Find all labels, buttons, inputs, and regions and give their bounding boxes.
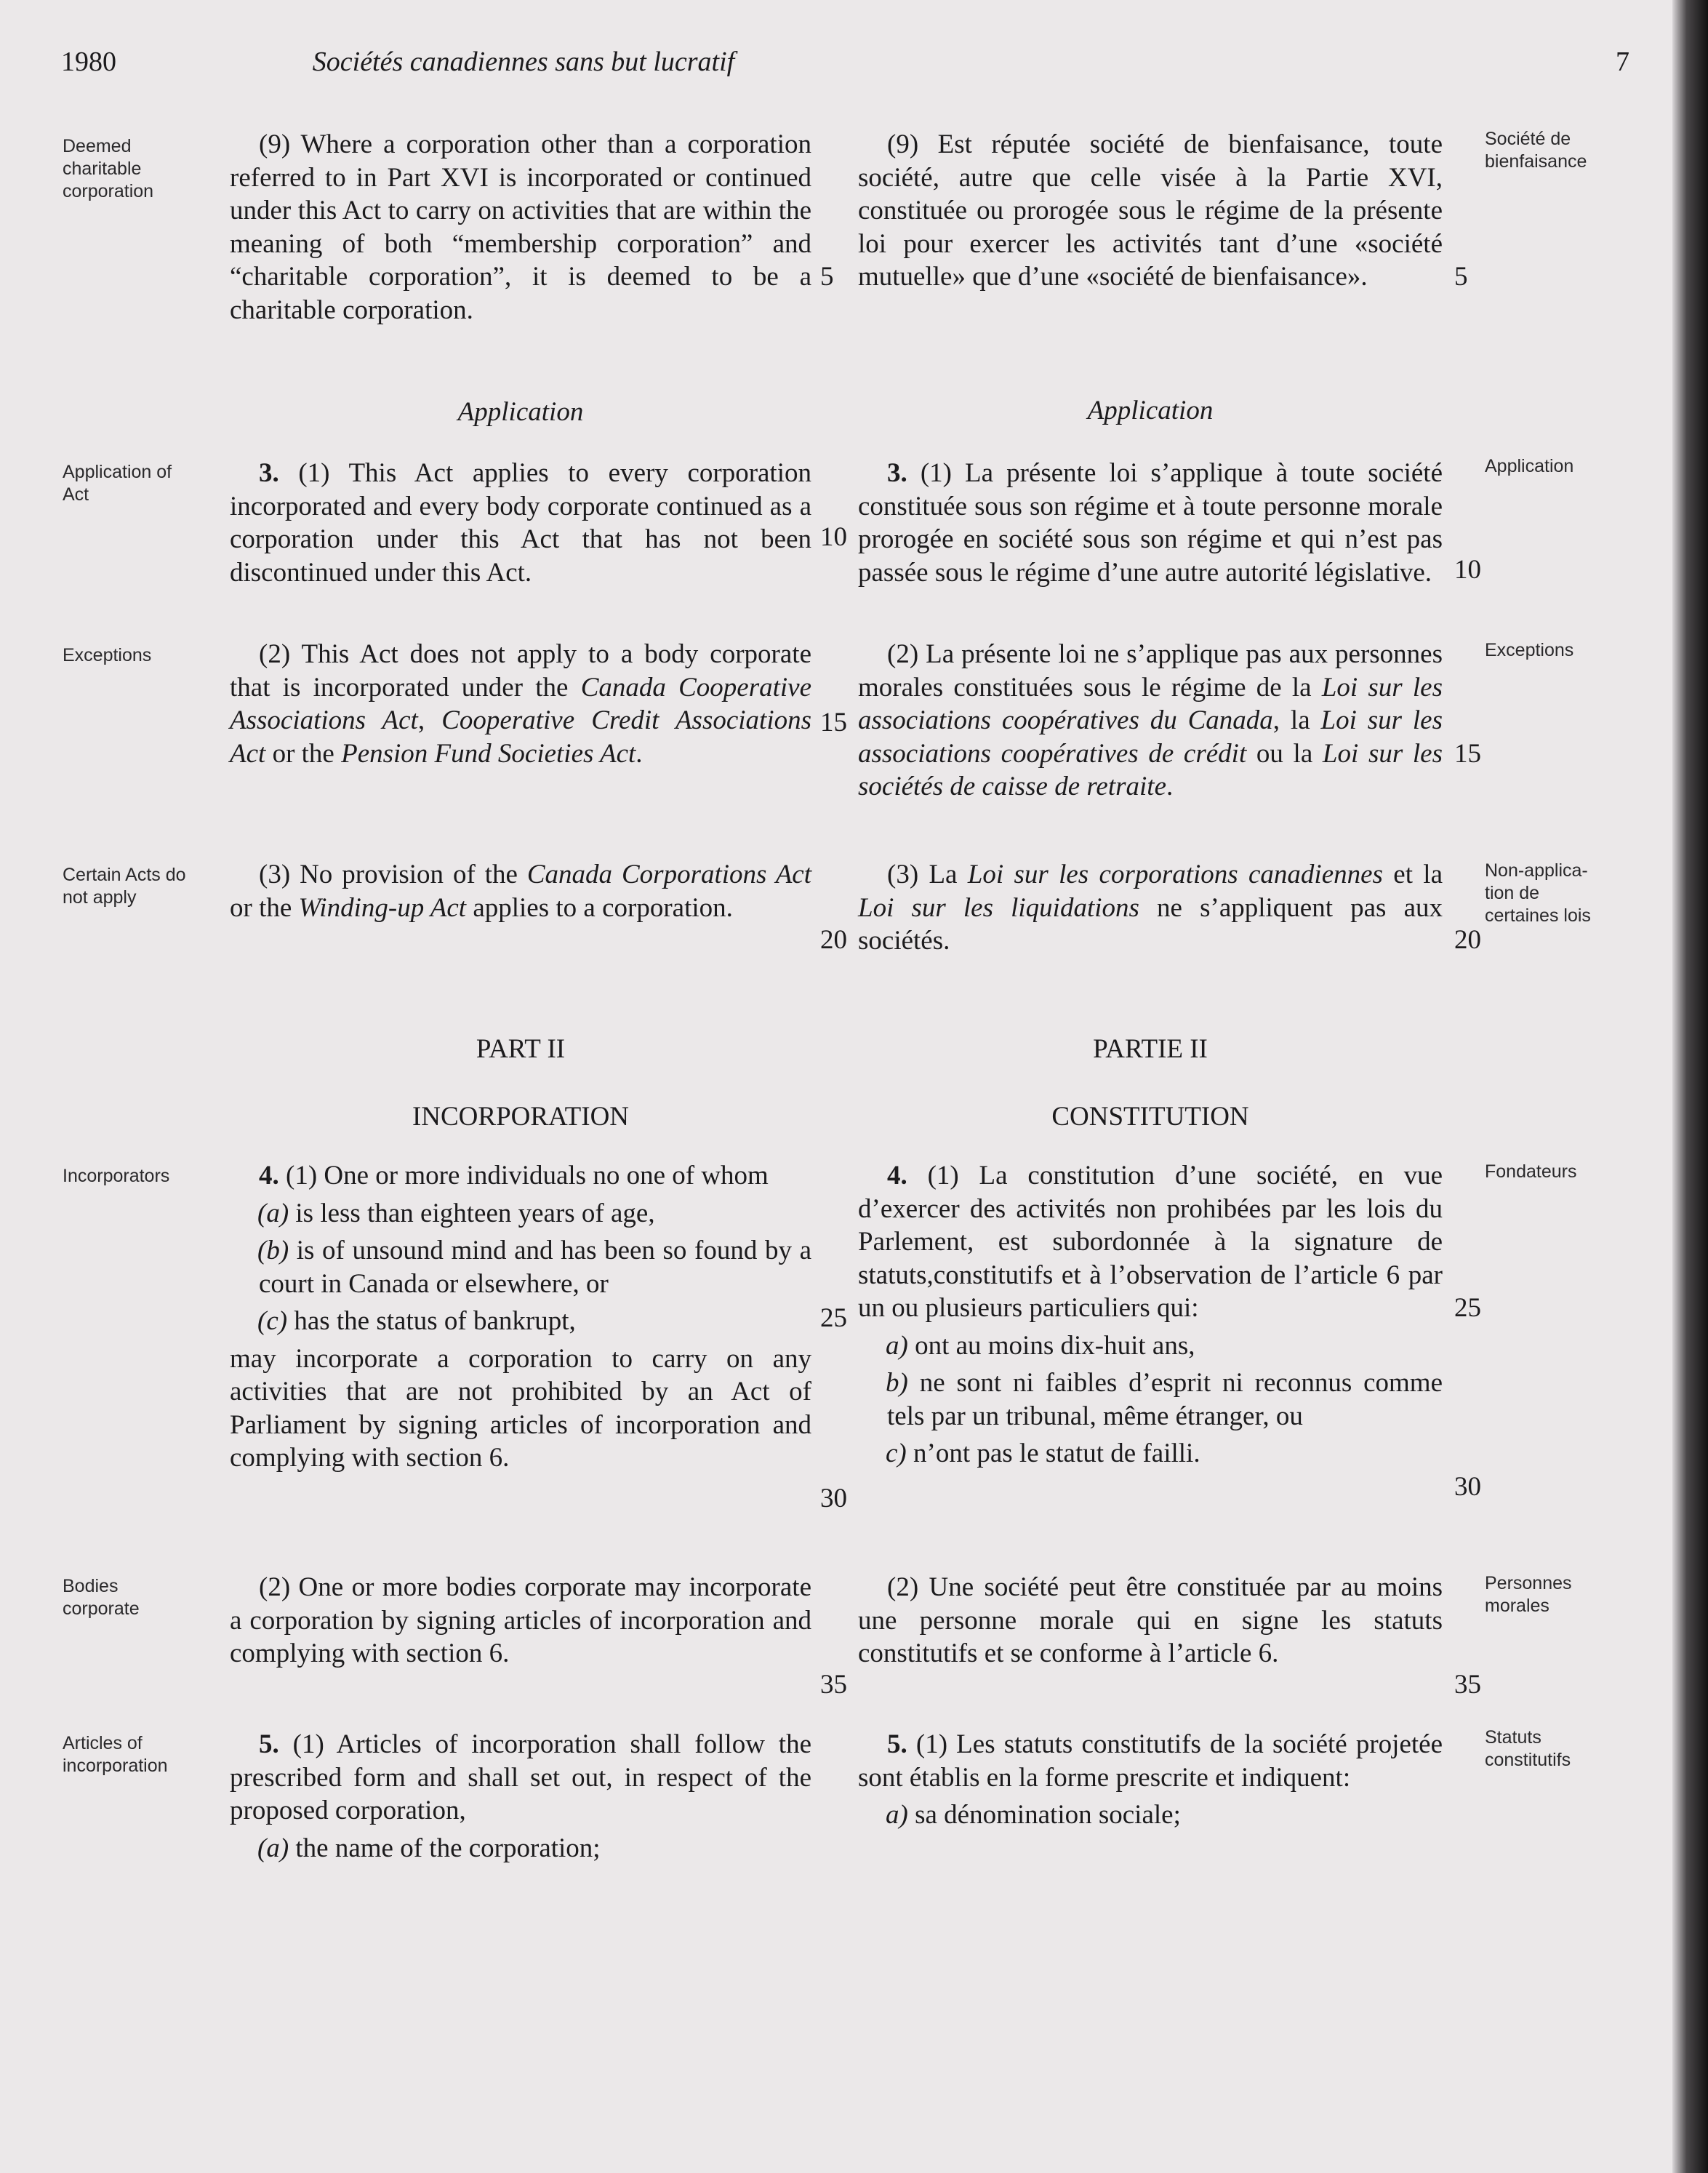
fr-application-heading: Application [1087,396,1214,425]
margin-note-non-application: Non-applica- tion de certaines lois [1485,860,1591,926]
fr-s9-text: (9) Est réputée société de bienfaisance, toute société, autre que celle visée à la Partie XVI, constituée ou prorogée sous le régime de la présente loi pour exercer les activités tant d’une «société mutuelle» que d’une «société de bienfaisance». [858,129,1443,292]
line-number-5-fr: 5 [1454,262,1468,292]
en-s9-text: (9) Where a corporation other than a corporation referred to in Part XVI is incorporated or continued under this Act to carry on activities that are within the meaning of both “membership corporation” and “charitable corporation”, it is deemed to be a charitable corporation. [230,129,811,325]
fr-part-title: CONSTITUTION [1051,1101,1249,1132]
fr-subsection-9 [858,128,1443,294]
line-number-30-en: 30 [820,1484,847,1513]
en-s4-item-c: (c) has the status of bankrupt, [257,1306,576,1336]
margin-note-personnes-morales: Personnes morales [1485,1573,1572,1616]
running-title: Sociétés canadiennes sans but lucratif [312,47,735,77]
margin-note-certain-acts: Certain Acts do not apply [63,865,186,908]
en-application-heading: Application [457,397,584,427]
en-section-4-1 [230,1159,811,1475]
fr-section-4-1 [858,1159,1443,1470]
fr-s5-text: 5. (1) Les statuts constitutifs de la société projetée sont établis en la forme prescrite et indiquent: [858,1729,1443,1793]
en-s3-num: 3. [259,458,279,488]
en-section-3-1 [230,457,811,589]
fr-application-heading-block [858,394,1443,428]
fr-s3-1-text: 3. (1) La présente loi s’applique à toute société constituée sous son régime et à toute personne morale prorogée en société sous son régime et qui n’est pas passée sous le régime d’une autre autorité législative. [858,458,1443,588]
fr-s5-num: 5. [887,1729,907,1759]
en-s4-item-a: (a) is less than eighteen years of age, [257,1198,655,1228]
margin-note-deemed-charitable: Deemed charitable corporation [63,136,154,201]
margin-note-societe-bienfaisance: Société de bienfaisance [1485,129,1587,172]
fr-section-5 [858,1728,1443,1832]
margin-note-exceptions: Exceptions [63,645,152,665]
fr-s3-num: 3. [887,458,907,488]
en-part-label: PART II [476,1034,566,1064]
fr-s4-item-c: c) n’ont pas le statut de failli. [886,1438,1200,1468]
fr-section-4-2 [858,1571,1443,1670]
fr-s4-1-text: 4. (1) La constitution d’une société, en vue d’exercer des activités non prohibées par les lois du Parlement, est subordonnée à la signature de statuts,constitutifs et à l’observation de l’article 6 par un ou plusieurs particuliers qui: [858,1161,1443,1323]
en-s3-1-text: 3. (1) This Act applies to every corporation incorporated and every body corporate continued as a corporation under this Act that has not been discontinued under this Act. [230,458,811,588]
en-section-3-2 [230,638,811,770]
en-s4-1-text: 4. (1) One or more individuals no one of whom [259,1161,769,1190]
en-section-3-3 [230,858,811,924]
fr-s5-item-a: a) sa dénomination sociale; [886,1800,1181,1830]
fr-s4-2-text: (2) Une société peut être constituée par au moins une personne morale qui en signe les statuts constitutifs et se conforme à l’article 6. [858,1572,1443,1668]
fr-s3-3-text: (3) La Loi sur les corporations canadiennes et la Loi sur les liquidations ne s’appliquent pas aux sociétés. [858,860,1443,956]
fr-s4-item-a: a) ont au moins dix-huit ans, [886,1330,1195,1361]
line-number-20-en: 20 [820,925,847,955]
en-s5-num: 5. [259,1729,279,1759]
line-number-15-fr: 15 [1454,739,1481,769]
en-s4-num: 4. [259,1161,279,1190]
margin-note-incorporators: Incorporators [63,1166,170,1186]
en-s3-3-text: (3) No provision of the Canada Corporations Act or the Winding-up Act applies to a corporation. [230,860,812,923]
line-number-30-fr: 30 [1454,1472,1481,1502]
fr-part-heading [858,1033,1443,1133]
margin-note-statuts: Statuts constitutifs [1485,1727,1571,1770]
fr-section-3-1 [858,457,1443,589]
line-number-25-fr: 25 [1454,1293,1481,1323]
en-s5-item-a: (a) the name of the corporation; [257,1833,601,1863]
en-part-title: INCORPORATION [412,1101,630,1132]
line-number-15-en: 15 [820,708,847,737]
en-section-5 [230,1728,811,1865]
fr-part-label: PARTIE II [1093,1034,1208,1064]
margin-note-fondateurs: Fondateurs [1485,1161,1577,1182]
margin-note-exceptions-fr: Exceptions [1485,640,1574,660]
en-s4-item-b: (b) is of unsound mind and has been so found by a court in Canada or elsewhere, or [257,1236,811,1299]
margin-note-bodies-corporate: Bodies corporate [63,1576,140,1619]
en-subsection-9 [230,128,811,327]
page-number-right: 7 [1616,47,1629,77]
line-number-25-en: 25 [820,1303,847,1333]
en-s4-closing: may incorporate a corporation to carry on any activities that are not prohibited by an Act of Parliament by signing articles of incorporation and complying with section 6. [230,1343,811,1473]
line-number-5-en: 5 [820,262,834,292]
page-number-left: 1980 [61,47,116,77]
margin-note-application-fr: Application [1485,456,1574,476]
en-section-4-2 [230,1571,811,1670]
line-number-35-fr: 35 [1454,1670,1481,1700]
margin-note-application-of-act: Application of Act [63,462,172,505]
book-spine-shadow [1672,0,1708,2173]
fr-section-3-2 [858,638,1443,804]
en-part-heading [230,1033,811,1133]
en-s5-text: 5. (1) Articles of incorporation shall follow the prescribed form and shall set out, in respect of the proposed corporation, [230,1729,811,1825]
fr-s4-num: 4. [887,1161,907,1190]
en-application-heading-block [230,396,811,429]
fr-s4-item-b: b) ne sont ni faibles d’esprit ni reconnus comme tels par un tribunal, même étranger, ou [886,1368,1443,1431]
line-number-10-en: 10 [820,522,847,552]
margin-note-articles: Articles of incorporation [63,1733,168,1776]
fr-section-3-3 [858,858,1443,958]
en-s4-2-text: (2) One or more bodies corporate may incorporate a corporation by signing articles of incorporation and complying with section 6. [230,1572,811,1668]
line-number-10-fr: 10 [1454,555,1481,585]
fr-s3-2-text: (2) La présente loi ne s’applique pas aux personnes morales constituées sous le régime de la Loi sur les associations coopératives du Canada, la Loi sur les associations coopératives de crédit ou la Loi sur les sociétés de caisse de retraite. [858,639,1443,801]
line-number-35-en: 35 [820,1670,847,1700]
en-s3-2-text: (2) This Act does not apply to a body corporate that is incorporated under the Canada Cooperative Associations Act, Cooperative Credit Associations Act or the Pension Fund Societies Act. [230,639,811,769]
line-number-20-fr: 20 [1454,925,1481,955]
